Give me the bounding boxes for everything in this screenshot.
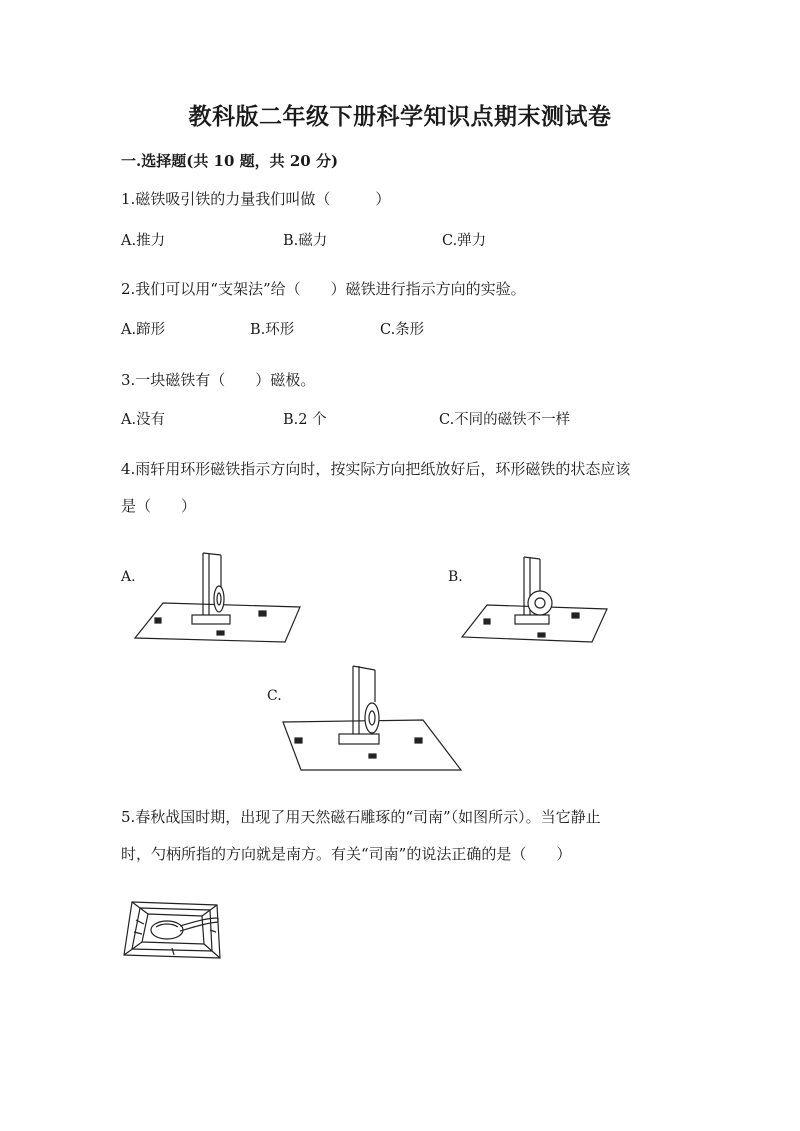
question-2-option-b[interactable]: B.环形	[250, 322, 295, 338]
figure-b-label[interactable]: B.	[448, 569, 463, 585]
question-4-text-line1: 4.雨轩用环形磁铁指示方向时，按实际方向把纸放好后，环形磁铁的状态应该	[121, 460, 631, 478]
figure-a-label[interactable]: A.	[121, 569, 136, 585]
question-3-text: 3.一块磁铁有（ ）磁极。	[121, 371, 316, 389]
ring-magnet-stand-figure-a	[135, 545, 305, 645]
question-1-option-a[interactable]: A.推力	[121, 233, 166, 249]
section-heading: 一.选择题(共 10 题，共 20 分)	[121, 152, 339, 170]
question-1-option-b[interactable]: B.磁力	[283, 233, 328, 249]
question-1-option-c[interactable]: C.弹力	[442, 233, 487, 249]
page-title: 教科版二年级下册科学知识点期末测试卷	[188, 103, 612, 130]
question-3-option-b[interactable]: B.2 个	[283, 412, 327, 428]
question-5-text-line2: 时，勺柄所指的方向就是南方。有关“司南”的说法正确的是（ ）	[121, 845, 572, 863]
question-4-text-line2: 是（ ）	[121, 497, 197, 515]
question-2-text: 2.我们可以用“支架法”给（ ）磁铁进行指示方向的实验。	[121, 280, 526, 298]
question-1-text: 1.磁铁吸引铁的力量我们叫做（ ）	[121, 190, 391, 208]
ring-magnet-stand-figure-c	[283, 662, 463, 772]
question-3-option-a[interactable]: A.没有	[121, 412, 166, 428]
question-2-option-c[interactable]: C.条形	[380, 322, 425, 338]
sinan-compass-figure	[122, 900, 224, 960]
ring-magnet-stand-figure-b	[462, 553, 612, 645]
figure-c-label[interactable]: C.	[267, 688, 282, 704]
question-5-text-line1: 5.春秋战国时期，出现了用天然磁石雕琢的“司南”（如图所示）。当它静止	[121, 808, 601, 826]
question-2-option-a[interactable]: A.蹄形	[121, 322, 166, 338]
question-3-option-c[interactable]: C.不同的磁铁不一样	[439, 412, 571, 428]
